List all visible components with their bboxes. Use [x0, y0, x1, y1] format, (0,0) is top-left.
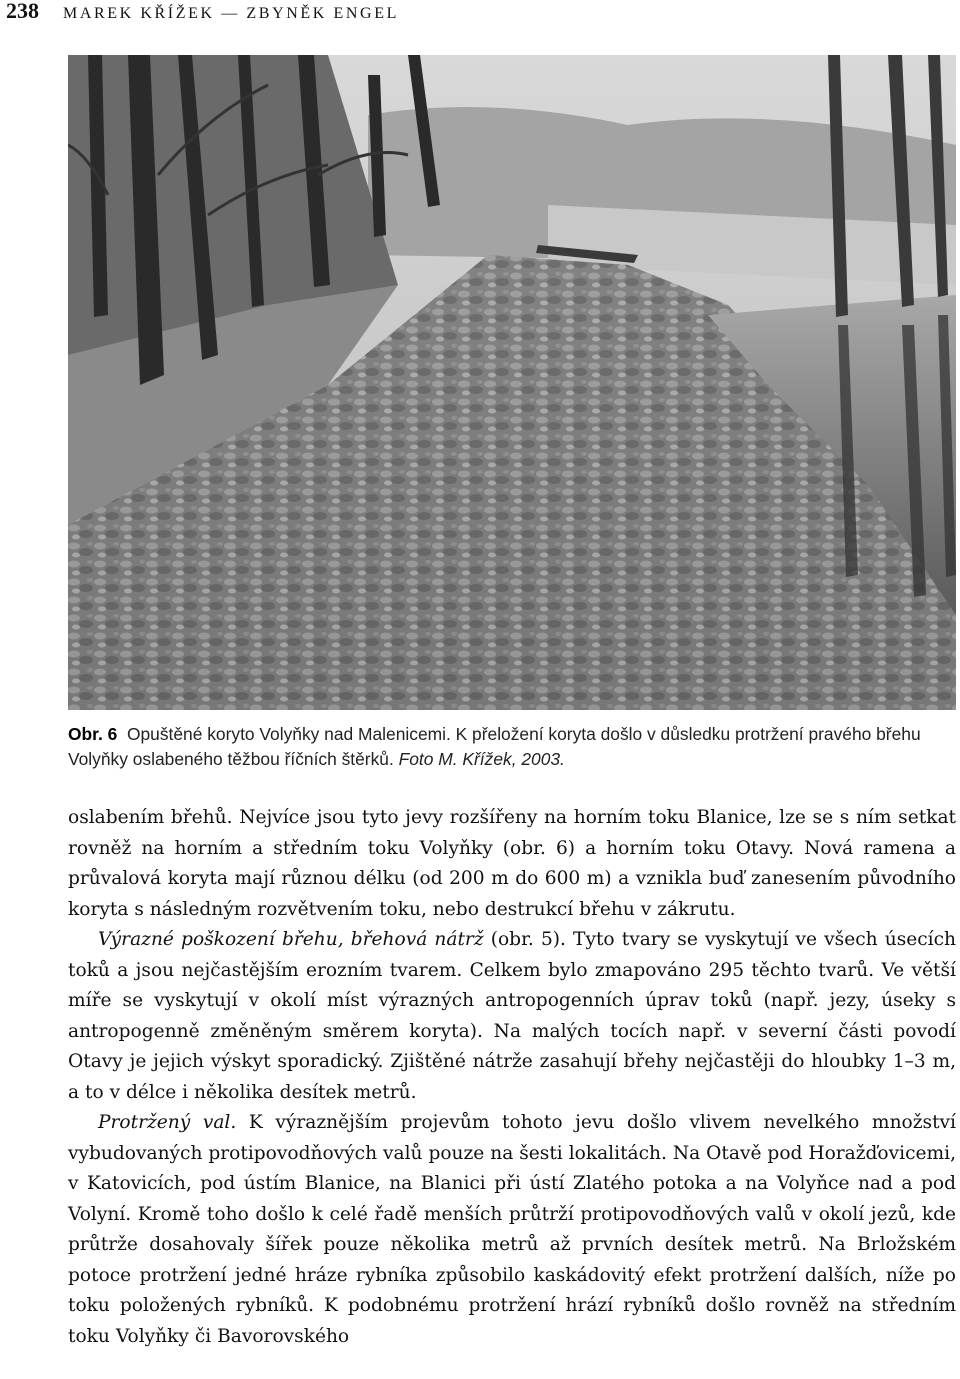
figure-label: Obr. 6: [68, 724, 118, 744]
paragraph-3: [68, 1108, 956, 1352]
river-photo-illustration: [68, 55, 956, 710]
body-text: [68, 803, 956, 1352]
paragraph-2: [68, 925, 956, 1108]
figure-credit: Foto M. Křížek, 2003.: [398, 749, 565, 769]
river-photo: [68, 55, 956, 710]
paragraph-2-term: Výrazné poškození břehu, břehová nátrž: [98, 929, 484, 950]
paragraph-3-term: Protržený val.: [98, 1112, 237, 1133]
page-number: 238: [6, 0, 39, 23]
paragraph-1: oslabením břehů. Nejvíce jsou tyto jevy rozšířeny na horním toku Blanice, lze se s ním setkat rovněž na horním a středním toku Volyňky (obr. 6) a horním toku Otavy. Nová ramena a průvalová koryta mají různou délku (od 200 m do 600 m) a vznikla buď zanesením původního koryta s následným rozvětvením toku, nebo destrukcí břehu v zákrutu.: [68, 807, 956, 920]
running-head: MAREK KŘÍŽEK — ZBYNĚK ENGEL: [63, 5, 399, 22]
figure-caption-text: Opuštěné koryto Volyňky nad Malenicemi. K přeložení koryta došlo v důsledku protržení pravého břehu Volyňky oslabeného těžbou říčních štěrků.: [68, 724, 921, 769]
paragraph-2-text: (obr. 5). Tyto tvary se vyskytují ve všech úsecích toků a jsou nejčastějším erozním tvarem. Celkem bylo zmapováno 295 těchto tvarů. Ve větší míře se vyskytují v okolí míst výrazných antropogenních úprav toků (např. jezy, úseky s antropogenně změněným směrem koryta). Na malých tocích např. v severní části povodí Otavy je jejich výskyt sporadický. Zjištěné nátrže zasahují břehy nejčastěji do hloubky 1–3 m, a to v délce i několika desítek metrů.: [68, 929, 956, 1103]
paragraph-3-text: K výraznějším projevům tohoto jevu došlo vlivem nevelkého množství vybudovaných protipovodňových valů pouze na šesti lokalitách. Na Otavě pod Horažďovicemi, v Katovicích, pod ústím Blanice, na Blanici při ústí Zlatého potoka a na Volyňce nad a pod Volyní. Kromě toho došlo k celé řadě menších průtrží protipovodňových valů v okolí jezů, kde průtrže dosahovaly šířek pouze několika metrů až prvních desítek metrů. Na Brložském potoce protržení jedné hráze rybníka způsobilo kaskádovitý efekt protržení dalších, níže po toku položených rybníků. K podobnému protržení hrází rybníků došlo rovněž na středním toku Volyňky či Bavorovského: [68, 1112, 956, 1347]
page-header: [0, 0, 960, 34]
figure-caption: [68, 722, 956, 772]
